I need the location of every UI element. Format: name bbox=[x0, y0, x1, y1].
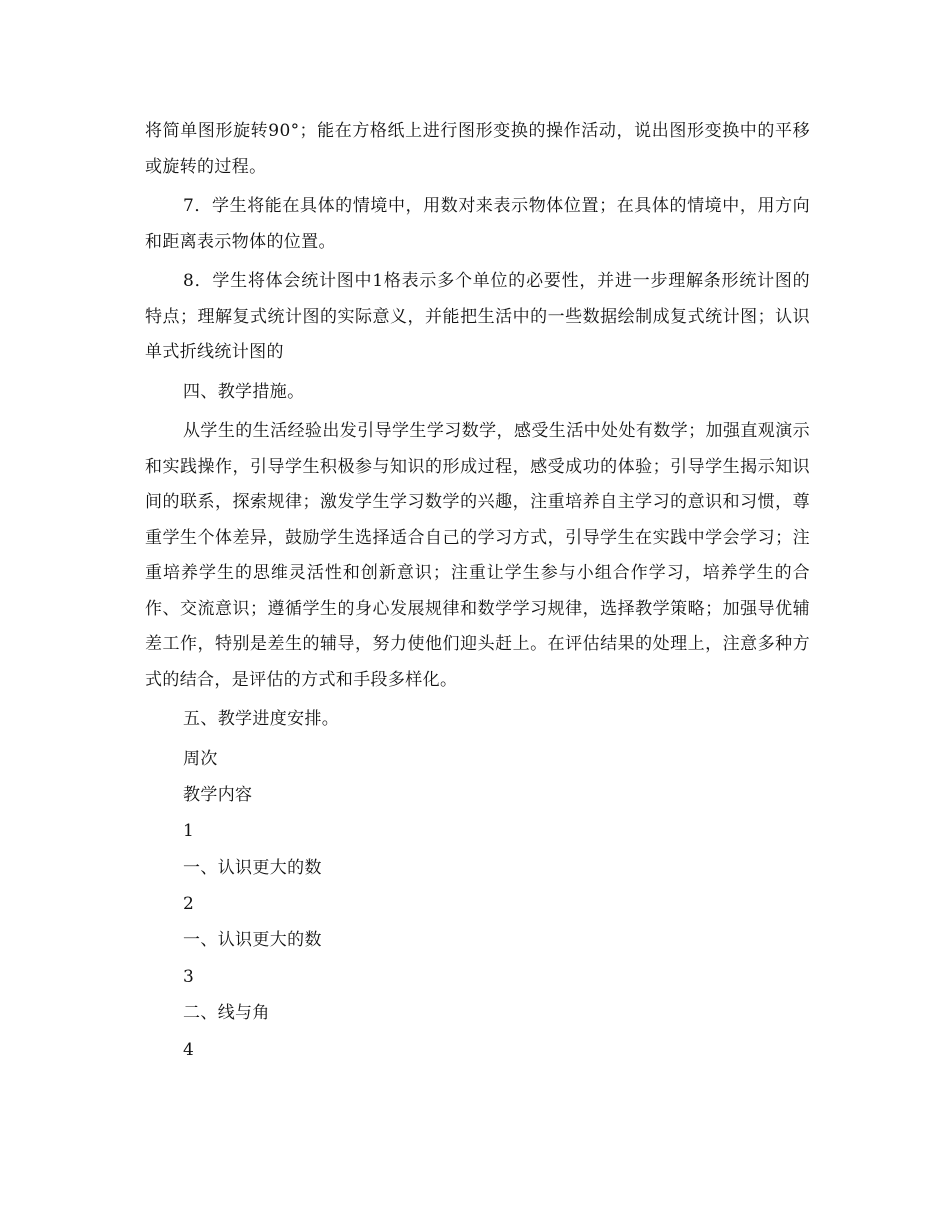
section-heading-schedule: 五、教学进度安排。 bbox=[183, 709, 340, 729]
paragraph-item-7: 7．学生将能在具体的情境中，用数对来表示物体位置；在具体的情境中，用方向和距离表示物体的位置。 bbox=[145, 196, 810, 252]
paragraph-item-8: 8．学生将体会统计图中1格表示多个单位的必要性，并进一步理解条形统计图的特点；理解复式统计图的实际意义，并能把生活中的一些数据绘制成复式统计图；认识单式折线统计图的 bbox=[145, 271, 810, 362]
paragraph-teaching-measures: 从学生的生活经验出发引导学生学习数学，感受生活中处处有数学；加强直观演示和实践操作，引导学生积极参与知识的形成过程，感受成功的体验；引导学生揭示知识间的联系，探索规律；激发学生学习数学的兴趣，注重培养自主学习的意识和习惯，尊重学生个体差异，鼓励学生选择适合自己的学习方式，引导学生在实践中学会学习；注重培养学生的思维灵活性和创新意识；注重让学生参与小组合作学习，培养学生的合作、交流意识；遵循学生的身心发展规律和数学学习规律，选择教学策略；加强导优辅差工作，特别是差生的辅导，努力使他们迎头赶上。在评估结果的处理上，注意多种方式的结合，是评估的方式和手段多样化。 bbox=[145, 421, 810, 690]
document-body bbox=[145, 114, 810, 1069]
section-heading-teaching-measures: 四、教学措施。 bbox=[183, 381, 305, 402]
schedule-week-number: 3 bbox=[183, 966, 195, 987]
paragraph-rotation-continuation: 将简单图形旋转90°；能在方格纸上进行图形变换的操作活动，说出图形变换中的平移或旋转的过程。 bbox=[145, 121, 810, 177]
schedule-header-content: 教学内容 bbox=[183, 784, 253, 805]
schedule-week-number: 4 bbox=[183, 1039, 195, 1060]
schedule-week-number: 2 bbox=[183, 894, 195, 915]
schedule-week-content: 一、认识更大的数 bbox=[183, 930, 322, 951]
schedule-week-content: 一、认识更大的数 bbox=[183, 857, 322, 878]
schedule-list bbox=[145, 742, 810, 1070]
schedule-week-content: 二、线与角 bbox=[183, 1003, 270, 1024]
schedule-week-number: 1 bbox=[183, 821, 195, 842]
schedule-header-week: 周次 bbox=[183, 748, 218, 769]
